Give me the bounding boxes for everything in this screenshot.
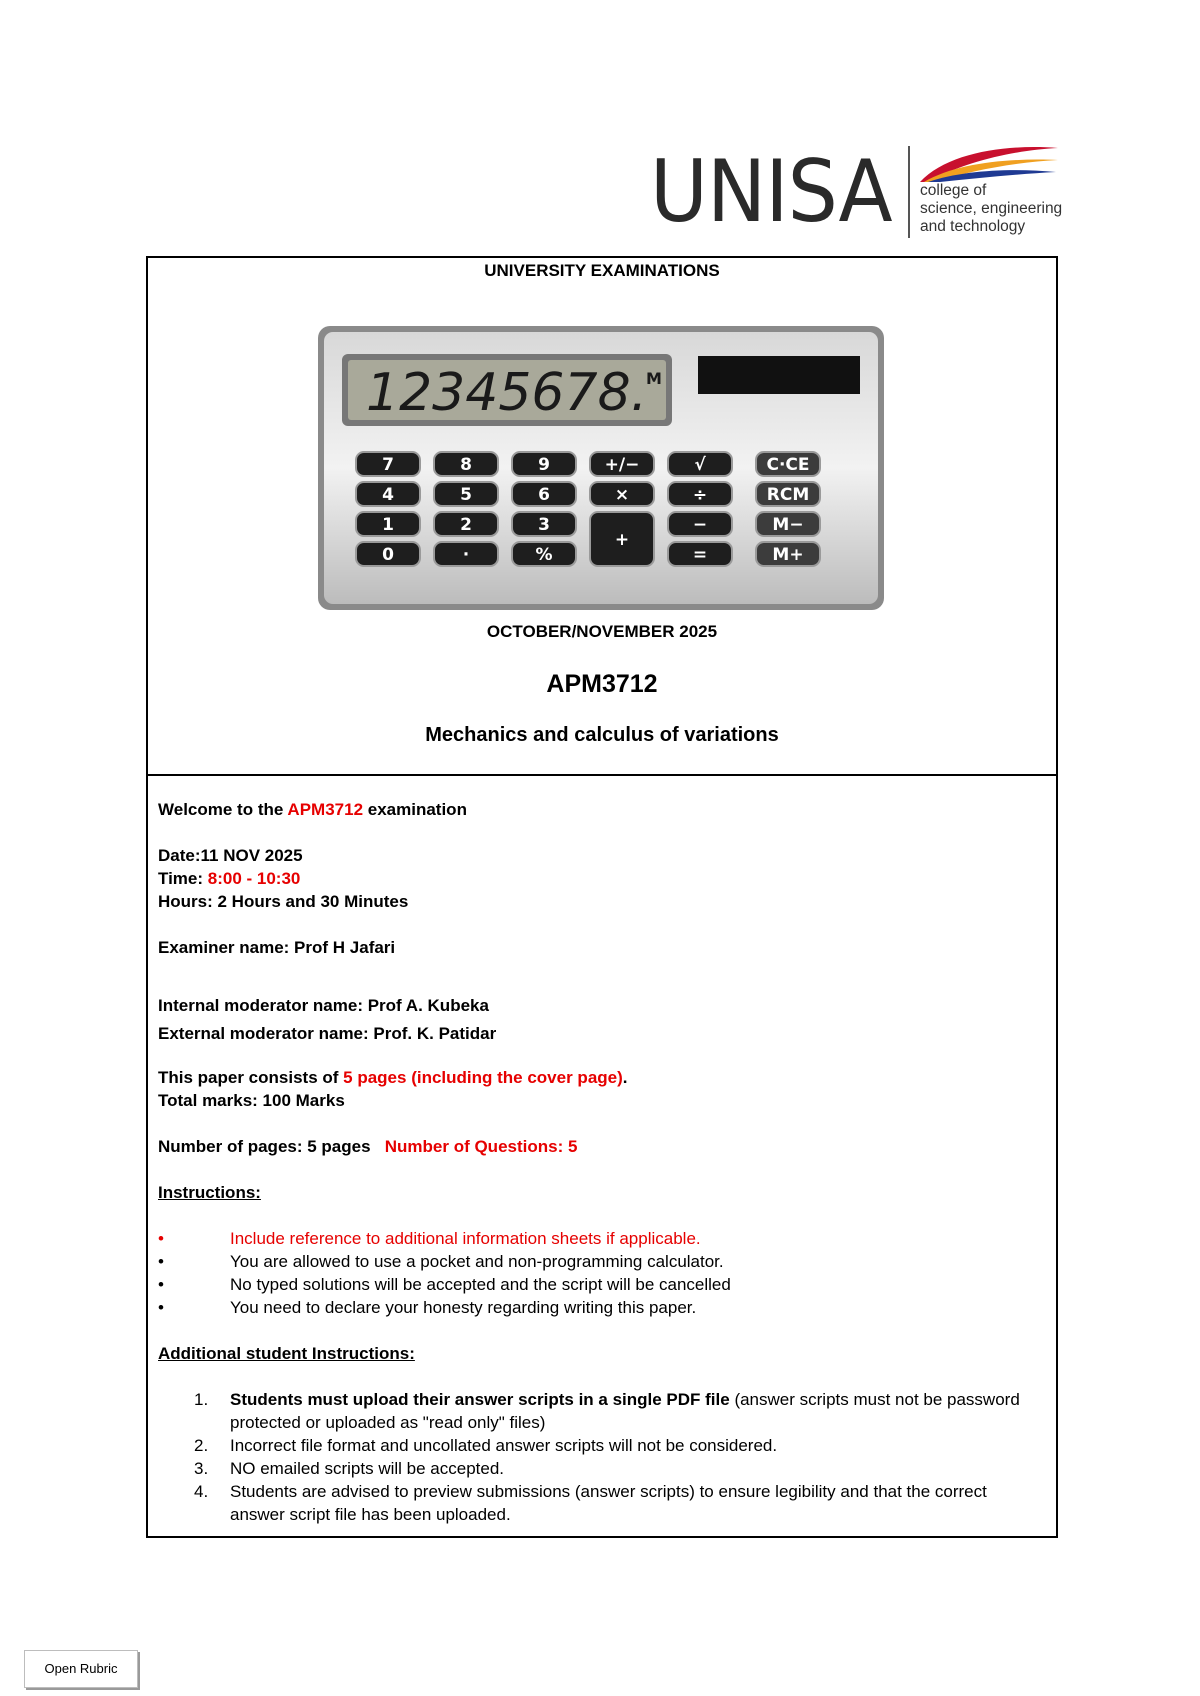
calculator-key-label: M+ — [772, 545, 804, 565]
module-title: Mechanics and calculus of variations — [425, 724, 779, 746]
calculator-key-label: 3 — [538, 515, 550, 535]
logo-subtitle — [920, 182, 1062, 236]
logo-subtitle-line: college of — [920, 182, 987, 199]
welcome-line — [158, 798, 1042, 821]
calculator-key-label: 0 — [382, 545, 394, 565]
time-label: Time: — [158, 869, 208, 888]
item-text: Incorrect file format and uncollated answer scripts will not be considered. — [230, 1436, 778, 1455]
bullet-icon: • — [158, 1252, 164, 1271]
item-number: 1. — [194, 1390, 209, 1409]
calculator-image — [316, 324, 886, 612]
instructions-heading: Instructions: — [158, 1183, 261, 1202]
exam-session: OCTOBER/NOVEMBER 2025 — [486, 622, 718, 641]
calculator-key-label: RCM — [766, 485, 810, 505]
logo-divider — [908, 146, 910, 238]
logo-wordmark: UNISA — [650, 142, 892, 242]
item-text: (answer scripts must not be password protected or uploaded as "read only" files) — [230, 1390, 1020, 1432]
total-marks: Total marks: 100 Marks — [158, 1091, 345, 1110]
time-value: 8:00 - 10:30 — [207, 869, 301, 888]
calculator-key-label: 7 — [382, 455, 394, 475]
list-item — [158, 1227, 1042, 1250]
calculator-key-label: +/− — [604, 455, 640, 475]
calculator-key-label: % — [535, 545, 553, 565]
additional-instructions-list — [158, 1388, 1042, 1526]
calculator-key-label: + — [614, 530, 630, 550]
welcome-pre: Welcome to the — [158, 800, 288, 819]
item-number: 4. — [194, 1482, 209, 1501]
calculator-key-label: √ — [694, 455, 706, 475]
item-number: 3. — [194, 1459, 209, 1478]
calculator-key-label: 9 — [538, 455, 550, 475]
calculator-key-label: 5 — [460, 485, 472, 505]
list-item — [158, 1273, 1042, 1296]
calculator-key-label: 1 — [382, 515, 394, 535]
exam-details — [158, 798, 1042, 1526]
calculator-key-label: 4 — [382, 485, 394, 505]
pages-highlight: 5 pages (including the cover page) — [343, 1068, 623, 1087]
calculator-key-label: 2 — [460, 515, 472, 535]
instruction-text: You are allowed to use a pocket and non-programming calculator. — [230, 1252, 724, 1271]
calculator-key-label: 6 — [538, 485, 550, 505]
logo-subtitle-line: science, engineering — [920, 200, 1063, 217]
calculator-display: 12345678. — [366, 363, 648, 423]
exam-heading: UNIVERSITY EXAMINATIONS — [484, 261, 720, 280]
calculator-key-label: = — [692, 545, 708, 565]
pages-and-questions — [158, 1135, 1042, 1158]
calculator-key-label: ÷ — [692, 485, 708, 505]
instruction-text: Include reference to additional information sheets if applicable. — [230, 1229, 701, 1248]
bullet-icon: • — [158, 1298, 164, 1317]
exam-hours: Hours: 2 Hours and 30 Minutes — [158, 892, 409, 911]
number-of-pages: Number of pages: 5 pages — [158, 1137, 371, 1156]
item-text: Students are advised to preview submissions (answer scripts) to ensure legibility and that the correct answer script file has been uploaded. — [230, 1482, 987, 1524]
paper-pages — [158, 1066, 1042, 1089]
examiner-name: Examiner name: Prof H Jafari — [158, 938, 396, 957]
internal-moderator: Internal moderator name: Prof A. Kubeka — [158, 996, 489, 1015]
list-item — [158, 1434, 1042, 1457]
logo-subtitle-line: and technology — [920, 218, 1026, 235]
item-bold-text: Students must upload their answer scripts in a single PDF file — [230, 1390, 730, 1409]
pages-pre: This paper consists of — [158, 1068, 344, 1087]
welcome-post: examination — [363, 800, 467, 819]
additional-instructions-heading: Additional student Instructions: — [158, 1344, 415, 1363]
welcome-module-code: APM3712 — [287, 800, 364, 819]
list-item — [158, 1457, 1042, 1480]
calculator-key-label: M− — [772, 515, 804, 535]
list-item — [158, 1388, 1042, 1434]
number-of-questions: Number of Questions: 5 — [384, 1137, 578, 1156]
list-item — [158, 1480, 1042, 1526]
logo-swoosh-icon — [918, 142, 1060, 184]
item-text: NO emailed scripts will be accepted. — [230, 1459, 505, 1478]
pages-post: . — [622, 1068, 628, 1087]
calculator-key-label: C·CE — [766, 455, 810, 475]
exam-time — [158, 867, 1042, 890]
unisa-logo — [650, 142, 1063, 242]
calculator-key-label: − — [692, 515, 708, 535]
instruction-text: You need to declare your honesty regarding writing this paper. — [230, 1298, 697, 1317]
external-moderator: External moderator name: Prof. K. Patidar — [158, 1024, 497, 1043]
open-rubric-button[interactable]: Open Rubric — [24, 1650, 138, 1688]
calculator-key-label: × — [614, 485, 630, 505]
exam-header-box — [146, 256, 1058, 776]
item-number: 2. — [194, 1436, 209, 1455]
bullet-icon: • — [158, 1229, 164, 1248]
calculator-key-label: 8 — [460, 455, 472, 475]
instructions-list — [158, 1227, 1042, 1319]
exam-details-box — [146, 774, 1058, 1538]
list-item — [158, 1296, 1042, 1319]
list-item — [158, 1250, 1042, 1273]
exam-date: Date:11 NOV 2025 — [158, 846, 303, 865]
instruction-text: No typed solutions will be accepted and the script will be cancelled — [230, 1275, 731, 1294]
bullet-icon: • — [158, 1275, 164, 1294]
calculator-display-suffix: M — [646, 369, 662, 388]
module-code: APM3712 — [546, 670, 658, 698]
calculator-key-label: · — [462, 545, 470, 565]
